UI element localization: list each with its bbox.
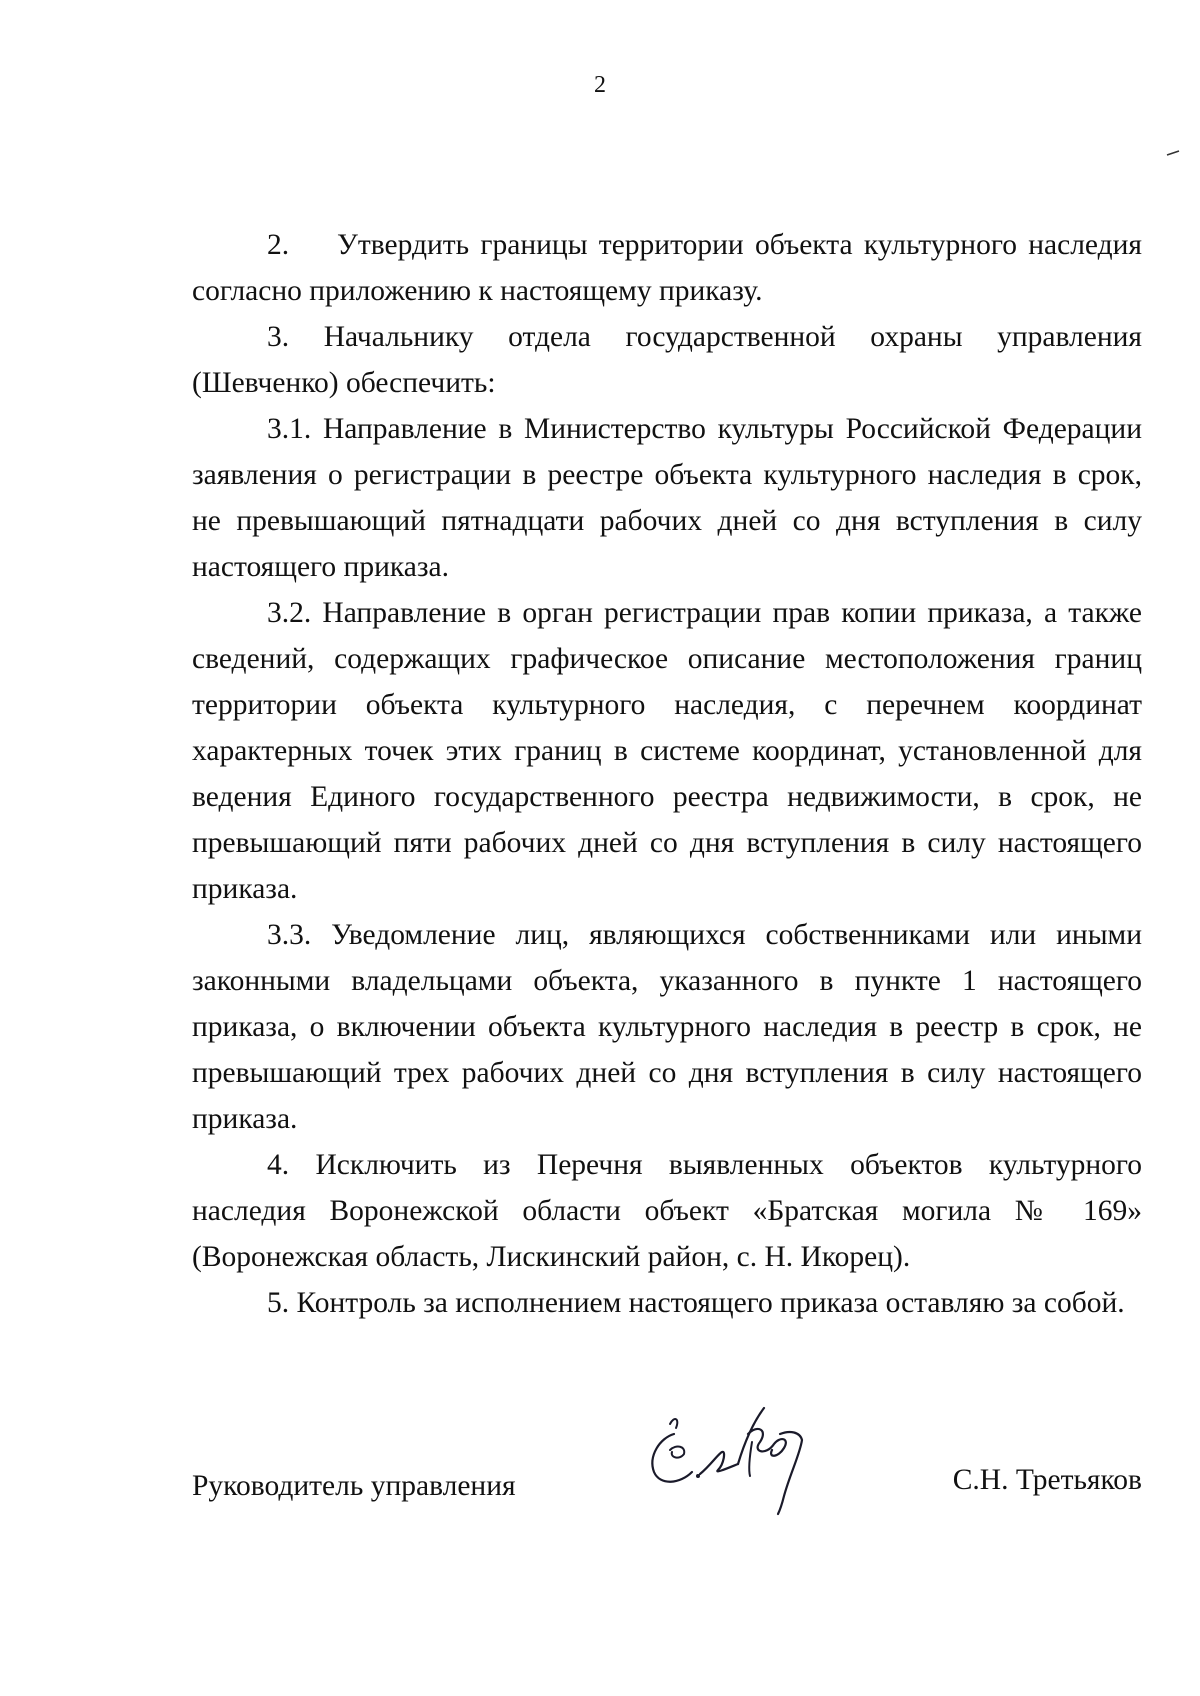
scan-mark	[1166, 150, 1180, 156]
document-body	[192, 222, 1142, 1326]
page-number: 2	[594, 72, 606, 98]
handwritten-signature	[640, 1394, 830, 1524]
paragraph-3-1: 3.1. Направление в Министерство культуры Российской Федерации заявления о регистрации в реестре объекта культурного наследия в срок, не превышающий пятнадцати рабочих дней со дня вступления в силу настоящего приказа.	[192, 413, 1142, 583]
paragraph-2-number: 2.	[267, 229, 290, 261]
paragraph-3: 3. Начальнику отдела государственной охраны управления (Шевченко) обеспечить:	[192, 321, 1142, 399]
paragraph-3-2: 3.2. Направление в орган регистрации прав копии приказа, а также сведений, содержащих графическое описание местоположения границ территории объекта культурного наследия, с перечнем координат характерных точек этих границ в системе координат, установленной для ведения Единого государственного реестра недвижимости, в срок, не превышающий пяти рабочих дней со дня вступления в силу настоящего приказа.	[192, 597, 1142, 905]
paragraph-2-text: Утвердить границы территории объекта культурного наследия согласно приложению к настоящему приказу.	[192, 229, 1142, 307]
paragraph-2	[192, 222, 1142, 314]
signatory-title: Руководитель управления	[192, 1470, 516, 1502]
paragraph-5: 5. Контроль за исполнением настоящего приказа оставляю за собой.	[267, 1287, 1125, 1319]
paragraph-3-3: 3.3. Уведомление лиц, являющихся собственниками или иными законными владельцами объекта, указанного в пункте 1 настоящего приказа, о включении объекта культурного наследия в реестр в срок, не превышающий трех рабочих дней со дня вступления в силу настоящего приказа.	[192, 919, 1142, 1135]
paragraph-4: 4. Исключить из Перечня выявленных объектов культурного наследия Воронежской области объект «Братская могила № 169» (Воронежская область, Лискинский район, с. Н. Икорец).	[192, 1149, 1142, 1273]
signature-block	[192, 1440, 1142, 1520]
signatory-name: С.Н. Третьяков	[952, 1464, 1142, 1496]
